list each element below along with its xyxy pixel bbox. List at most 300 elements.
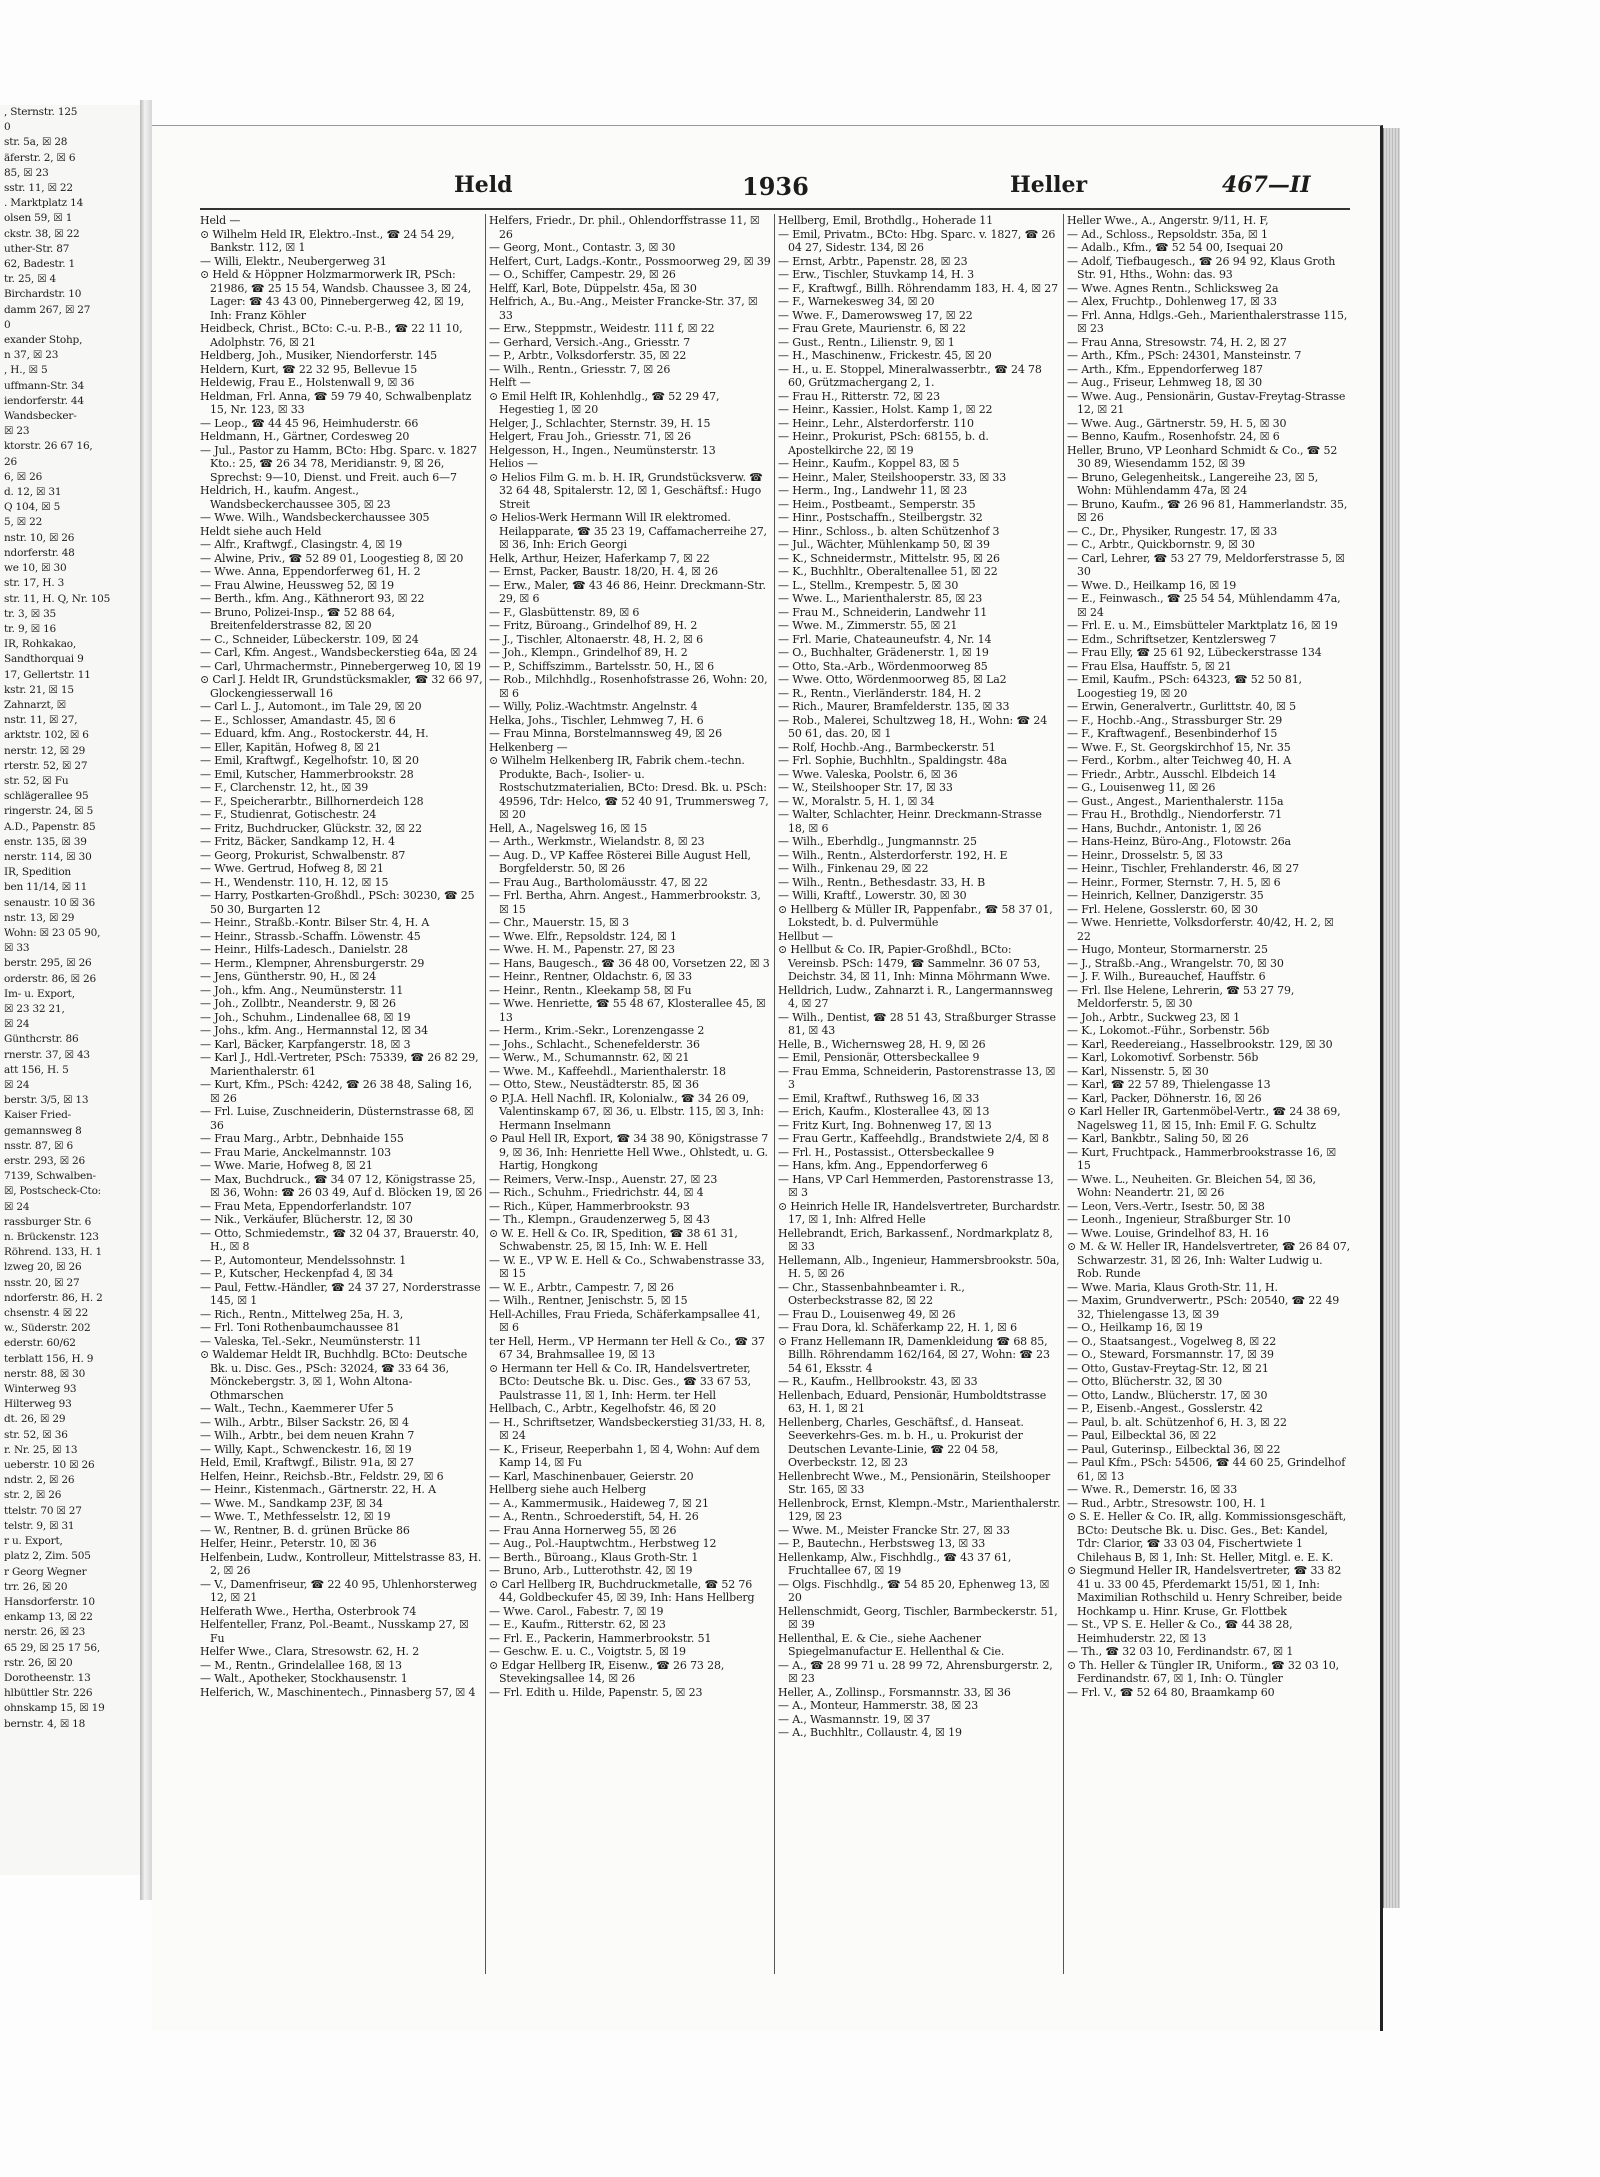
directory-entry: — Frl. Sophie, Buchhltn., Spaldingstr. 48a [778, 754, 1007, 767]
left-page-line: exander Stohp, [4, 334, 83, 347]
directory-entry: — Heinr., Rentner, Oldachstr. 6, ☒ 33 [489, 970, 692, 983]
directory-entry: — Aug., Friseur, Lehmweg 18, ☒ 30 [1067, 376, 1262, 389]
left-page-line: iendorferstr. 44 [4, 394, 84, 407]
directory-entry: — Erw., Tischler, Stuvkamp 14, H. 3 [778, 268, 974, 281]
directory-entry: — Wwe. Henriette, Volksdorferstr. 40/42, H. 2, ☒ 22 [1067, 916, 1334, 943]
directory-entry: — Hans, kfm. Ang., Eppendorferweg 6 [778, 1159, 988, 1172]
left-page-line: d. 12, ☒ 31 [4, 486, 62, 499]
directory-entry: — Alex, Fruchtp., Dohlenweg 17, ☒ 33 [1067, 295, 1277, 308]
left-page-line: 26 [4, 455, 17, 468]
directory-entry: — Frau Anna Hornerweg 55, ☒ 26 [489, 1523, 677, 1537]
directory-entry: ⊙ Heinrich Helle IR, Handelsvertreter, Burchardstr. 17, ☒ 1, Inh: Alfred Helle [778, 1199, 1061, 1226]
directory-entry: — Arth., Kfm., PSch: 24301, Mansteinstr. 7 [1067, 349, 1302, 362]
directory-entry: — Carl, Uhrmachermstr., Pinnebergerweg 10, ☒ 19 [200, 659, 481, 673]
directory-entry: — Frau Meta, Eppendorferlandstr. 107 [200, 1199, 412, 1213]
left-page-line: schlägerallee 95 [4, 790, 89, 803]
directory-entry: — R., Kaufm., Hellbrookstr. 43, ☒ 33 [778, 1375, 978, 1388]
directory-entry: — Wilh., Rentn., Griesstr. 7, ☒ 26 [489, 362, 671, 376]
directory-entry: — Rud., Arbtr., Stresowstr. 100, H. 1 [1067, 1496, 1267, 1510]
directory-entry: Heller, A., Zollinsp., Forsmannstr. 33, ☒ 36 [778, 1685, 1011, 1699]
directory-entry: — P., Eisenb.-Angest., Gosslerstr. 42 [1067, 1402, 1263, 1415]
left-page-line: IR, Spedition [4, 866, 71, 879]
directory-entry: — Aug. D., VP Kaffee Rösterei Bille August Hell, Borgfelderstr. 50, ☒ 26 [489, 848, 751, 875]
left-page-line: nerstr. 12, ☒ 29 [4, 744, 86, 757]
header-page-number: 467—II [1222, 172, 1311, 198]
directory-entry: — Heinr., Rentn., Kleekamp 58, ☒ Fu [489, 983, 692, 997]
left-page-line: 7139, Schwalben- [4, 1170, 96, 1183]
directory-entry: — W., Steilshooper Str. 17, ☒ 33 [778, 781, 953, 794]
directory-entry: — C., Schneider, Lübeckerstr. 109, ☒ 24 [200, 632, 419, 646]
page-header [152, 166, 1380, 206]
directory-entry: — Frl. Bertha, Ahrn. Angest., Hammerbrookstr. 3, ☒ 15 [489, 889, 761, 916]
directory-entry: — O., Steward, Forsmannstr. 17, ☒ 39 [1067, 1348, 1274, 1361]
column-1 [200, 214, 483, 1974]
left-page-line: hlbüttler Str. 226 [4, 1687, 93, 1700]
directory-entry: — Ferd., Korbm., alter Teichweg 40, H. A [1067, 754, 1292, 767]
left-page-line: ederstr. 60/62 [4, 1337, 76, 1350]
directory-entry: — Frau Emma, Schneiderin, Pastorenstrasse 13, ☒ 3 [778, 1064, 1056, 1091]
directory-entry: — P., Automonteur, Mendelssohnstr. 1 [200, 1253, 407, 1267]
directory-entry: ⊙ Wilhelm Helkenberg IR, Fabrik chem.-techn. Produkte, Bach-, Isolier- u. Rostschutzmaterialien, BCto: Dresd. Bk. u. PSch: 49596, Tdr: Helco, ☎ 52 40 91, Trummersweg 7, ☒ 20 [489, 754, 769, 821]
directory-entry: — W., Rentner, B. d. grünen Brücke 86 [200, 1523, 410, 1537]
directory-entry: — Joh., kfm. Ang., Neumünsterstr. 11 [200, 983, 404, 997]
directory-entry: — W., Moralstr. 5, H. 1, ☒ 34 [778, 794, 935, 808]
left-page-line: nerstr. 26, ☒ 23 [4, 1626, 86, 1639]
directory-entry: — V., Damenfriseur, ☎ 22 40 95, Uhlenhorsterweg 12, ☒ 21 [200, 1577, 477, 1604]
left-page-line: str. 5a, ☒ 28 [4, 136, 68, 149]
directory-entry: — Fritz Kurt, Ing. Bohnenweg 17, ☒ 13 [778, 1118, 992, 1132]
left-page-line: r u. Export, [4, 1535, 63, 1548]
directory-entry: — Nik., Verkäufer, Blücherstr. 12, ☒ 30 [200, 1213, 413, 1226]
left-page-line: ueberstr. 10 ☒ 26 [4, 1459, 95, 1472]
directory-entry: — Wwe. Maria, Klaus Groth-Str. 11, H. [1067, 1280, 1278, 1294]
directory-entry: — Frau Minna, Borstelmannsweg 49, ☒ 26 [489, 727, 722, 740]
directory-entry: — F., Glasbüttenstr. 89, ☒ 6 [489, 605, 640, 619]
directory-entry: — Herm., Krim.-Sekr., Lorenzengasse 2 [489, 1024, 705, 1037]
directory-entry: — Wwe. H. M., Papenstr. 27, ☒ 23 [489, 943, 675, 956]
left-page-line: berstr. 3/5, ☒ 13 [4, 1094, 89, 1107]
directory-entry: — Heinr., Former, Sternstr. 7, H. 5, ☒ 6 [1067, 875, 1281, 889]
directory-entry: Helfenteller, Franz, Pol.-Beamt., Nusskamp 27, ☒ Fu [200, 1618, 469, 1645]
directory-entry: — Wwe. M., Sandkamp 23F, ☒ 34 [200, 1496, 383, 1510]
directory-entry: — Harry, Postkarten-Großhdl., PSch: 30230, ☎ 25 50 30, Burgarten 12 [200, 889, 475, 916]
directory-entry: Helger, J., Schlachter, Sternstr. 39, H. 15 [489, 416, 711, 430]
directory-entry: — Hinr., Postschaffn., Steilbergstr. 32 [778, 511, 983, 524]
directory-entry: — A., Wasmannstr. 19, ☒ 37 [778, 1712, 931, 1726]
directory-entry: Hellebrandt, Erich, Barkassenf., Nordmarkplatz 8, ☒ 33 [778, 1226, 1053, 1253]
directory-entry: Hellenkamp, Alw., Fischhdlg., ☎ 43 37 61, Fruchtallee 67, ☒ 19 [778, 1550, 1012, 1577]
directory-entry: Helfer Wwe., Clara, Stresowstr. 62, H. 2 [200, 1645, 420, 1658]
directory-entry: — W. E., VP W. E. Hell & Co., Schwabenstrasse 33, ☒ 15 [489, 1253, 765, 1280]
directory-entry: Hell-Achilles, Frau Frieda, Schäferkampsallee 41, ☒ 6 [489, 1307, 761, 1334]
directory-entry: Hellenbach, Eduard, Pensionär, Humboldtstrasse 63, H. 1, ☒ 21 [778, 1388, 1047, 1415]
directory-entry: — Willy, Poliz.-Wachtmstr. Angelnstr. 4 [489, 700, 698, 713]
left-page-line: 17, Gellertstr. 11 [4, 668, 91, 681]
left-page-line: orderstr. 86, ☒ 26 [4, 972, 96, 985]
directory-entry: — Herm., Ing., Landwehr 11, ☒ 23 [778, 484, 968, 497]
directory-page [152, 125, 1383, 2031]
directory-entry: Helfer, Heinr., Peterstr. 10, ☒ 36 [200, 1537, 377, 1550]
directory-entry: — Frl. Toni Rothenbaumchaussee 81 [200, 1321, 400, 1334]
directory-entry: — Th., ☎ 32 03 10, Ferdinandstr. 67, ☒ 1 [1067, 1645, 1294, 1658]
directory-entry: — Hinr., Schloss., b. alten Schützenhof 3 [778, 524, 1000, 538]
left-page-line: Kaiser Fried- [4, 1109, 71, 1122]
directory-entry: — Paul Kfm., PSch: 54506, ☎ 44 60 25, Grindelhof 61, ☒ 13 [1067, 1456, 1346, 1483]
directory-entry: — Th., Klempn., Graudenzerweg 5, ☒ 43 [489, 1213, 710, 1226]
directory-entry: — Rich., Schuhm., Friedrichstr. 44, ☒ 4 [489, 1186, 704, 1199]
directory-entry: — Alfr., Kraftwgf., Clasingstr. 4, ☒ 19 [200, 538, 403, 551]
directory-entry: — Emil, Privatm., BCto: Hbg. Sparc. v. 1827, ☎ 26 04 27, Sidestr. 134, ☒ 26 [778, 227, 1056, 254]
directory-entry: — C., Arbtr., Quickbornstr. 9, ☒ 30 [1067, 538, 1255, 551]
directory-entry: — Karl, Packer, Döhnerstr. 16, ☒ 26 [1067, 1091, 1262, 1105]
directory-entry: — Maxim, Grundverwertr., PSch: 20540, ☎ 22 49 32, Thielengasse 13, ☒ 39 [1067, 1294, 1340, 1321]
directory-entry: — Aug., Pol.-Hauptwchtm., Herbstweg 12 [489, 1537, 717, 1550]
directory-entry: — Eduard, kfm. Ang., Rostockerstr. 44, H. [200, 727, 429, 740]
directory-entry: — Frau Marie, Anckelmannstr. 103 [200, 1145, 391, 1159]
directory-entry: — Wwe. Valeska, Poolstr. 6, ☒ 36 [778, 767, 958, 781]
directory-entry: ⊙ Franz Hellemann IR, Damenkleidung ☎ 68 85, Billh. Röhrendamm 162/164, ☒ 27, Wohn: ☎ 23 54 61, Eksstr. 4 [778, 1334, 1050, 1375]
directory-entry: — Carl, Kfm. Angest., Wandsbeckerstieg 64a, ☒ 24 [200, 646, 478, 659]
directory-entry: — Berth., Büroang., Klaus Groth-Str. 1 [489, 1550, 699, 1564]
directory-entry: — Emil, Pensionär, Ottersbeckallee 9 [778, 1051, 980, 1064]
directory-entry: — H., Maschinenw., Frickestr. 45, ☒ 20 [778, 349, 992, 362]
directory-entry: — Rich., Küper, Hammerbrookstr. 93 [489, 1199, 690, 1213]
directory-entry: — Adalb., Kfm., ☎ 52 54 00, Isequai 20 [1067, 241, 1283, 254]
left-page-line: ☒, Postscheck-Cto: [4, 1185, 102, 1198]
directory-entry: — H., Wendenstr. 110, H. 12, ☒ 15 [200, 875, 389, 889]
directory-entry: — Erw., Maler, ☎ 43 46 86, Heinr. Dreckmann-Str. 29, ☒ 6 [489, 578, 766, 605]
directory-entry: Hellenschmidt, Georg, Tischler, Barmbeckerstr. 51, ☒ 39 [778, 1604, 1058, 1631]
directory-entry: — Geschw. E. u. C., Voigtstr. 5, ☒ 19 [489, 1645, 686, 1658]
directory-entry: — F., Studienrat, Gotischestr. 24 [200, 808, 377, 821]
directory-entry: Heldt siehe auch Held [200, 524, 322, 538]
header-year: 1936 [742, 172, 809, 201]
left-page-line: lzweg 20, ☒ 26 [4, 1261, 82, 1274]
directory-entry: — Joh., Zollbtr., Neanderstr. 9, ☒ 26 [200, 997, 396, 1010]
directory-entry: — Wwe. Elfr., Repsoldstr. 124, ☒ 1 [489, 929, 677, 943]
directory-entry: Helkenberg — [489, 740, 568, 754]
left-page-line: Sandthorquai 9 [4, 653, 84, 666]
directory-entry: — Valeska, Tel.-Sekr., Neumünsterstr. 11 [200, 1334, 422, 1348]
directory-entry: — Heinr., Strassb.-Schaffn. Löwenstr. 45 [200, 929, 421, 943]
directory-entry: Held — [200, 214, 241, 227]
directory-entry: — Otto, Blücherstr. 32, ☒ 30 [1067, 1375, 1222, 1388]
left-page-line: A.D., Papenstr. 85 [4, 820, 96, 833]
directory-entry: — Otto, Schmiedemstr., ☎ 32 04 37, Brauerstr. 40, H., ☒ 8 [200, 1226, 479, 1253]
left-page-line: 0 [4, 121, 11, 134]
directory-entry: — Rob., Milchhdlg., Rosenhofstrasse 26, Wohn: 20, ☒ 6 [489, 673, 768, 700]
directory-entry: ⊙ Helios-Werk Hermann Will IR elektromed. Heilapparate, ☎ 35 23 19, Caffamacherreihe 27, ☒ 36, Inh: Erich Georgi [489, 511, 767, 551]
directory-entry: — E., Schlosser, Amandastr. 45, ☒ 6 [200, 713, 396, 727]
directory-entry: Helfrich, A., Bu.-Ang., Meister Francke-Str. 37, ☒ 33 [489, 295, 758, 322]
directory-entry: — Frau Gertr., Kaffeehdlg., Brandstwiete 2/4, ☒ 8 [778, 1132, 1049, 1145]
directory-entry: — Frl. V., ☎ 52 64 80, Braamkamp 60 [1067, 1685, 1275, 1699]
left-page-line: senaustr. 10 ☒ 36 [4, 896, 95, 909]
directory-entry: — Wilh., Arbtr., Bilser Sackstr. 26, ☒ 4 [200, 1415, 409, 1429]
directory-entry: ⊙ Paul Hell IR, Export, ☎ 34 38 90, Königstrasse 7 9, ☒ 36, Inh: Henriette Hell Wwe., Ohlstedt, u. G. Hartig, Hongkong [489, 1132, 769, 1172]
directory-entry: — Wwe. Aug., Gärtnerstr. 59, H. 5, ☒ 30 [1067, 416, 1287, 430]
directory-entry: — Bruno, Kaufm., ☎ 26 96 81, Hammerlandstr. 35, ☒ 26 [1067, 497, 1348, 524]
directory-entry: — Heinrich, Kellner, Danzigerstr. 35 [1067, 889, 1264, 902]
left-page-line: , H., ☒ 5 [4, 364, 48, 377]
directory-entry: Helfers, Friedr., Dr. phil., Ohlendorffstrasse 11, ☒ 26 [489, 214, 760, 241]
directory-entry: — J. F. Wilh., Bureauchef, Hauffstr. 6 [1067, 970, 1266, 983]
directory-entry: — Frau Alwine, Heussweg 52, ☒ 19 [200, 578, 394, 592]
directory-entry: Heldmann, H., Gärtner, Cordesweg 20 [200, 430, 410, 443]
directory-entry: — Karl J., Hdl.-Vertreter, PSch: 75339, ☎ 26 82 29, Marienthalerstr. 61 [200, 1051, 479, 1078]
directory-entry: — Wilh., Arbtr., bei dem neuen Krahn 7 [200, 1429, 415, 1442]
directory-entry: — Frl. Anna, Hdlgs.-Geh., Marienthalerstrasse 115, ☒ 23 [1067, 308, 1348, 335]
directory-entry: — Heinr., Tischler, Frehlanderstr. 46, ☒ 27 [1067, 862, 1300, 875]
directory-entry: — Frau M., Schneiderin, Landwehr 11 [778, 605, 988, 619]
directory-entry: — O., Schiffer, Campestr. 29, ☒ 26 [489, 268, 676, 281]
left-page-line: ☒ 33 [4, 942, 30, 955]
directory-entry: — Otto, Sta.-Arb., Wördenmoorweg 85 [778, 659, 988, 673]
left-page-line: gemannsweg 8 [4, 1124, 82, 1137]
header-left-keyword: Held [454, 172, 513, 198]
directory-entry: Hellenbrecht Wwe., M., Pensionärin, Steilshooper Str. 165, ☒ 33 [778, 1469, 1051, 1496]
directory-entry: ⊙ Th. Heller & Tüngler IR, Uniform., ☎ 32 03 10, Ferdinandstr. 67, ☒ 1, Inh: O. Tüngler [1067, 1658, 1339, 1685]
header-rule [200, 208, 1350, 210]
directory-entry: — R., Rentn., Vierländerstr. 184, H. 2 [778, 686, 982, 700]
directory-entry: — Wwe. M., Zimmerstr. 55, ☒ 21 [778, 619, 958, 632]
directory-entry: — Frau Aug., Bartholomäusstr. 47, ☒ 22 [489, 875, 708, 889]
directory-entry: Hellbach, C., Arbtr., Kegelhofstr. 46, ☒ 20 [489, 1402, 716, 1415]
directory-entry: — Herm., Klempner, Ahrensburgerstr. 29 [200, 956, 425, 970]
directory-entry: Helft — [489, 376, 531, 389]
directory-entry: — Ernst, Packer, Baustr. 18/20, H. 4, ☒ 26 [489, 565, 718, 578]
directory-entry: ⊙ W. E. Hell & Co. IR, Spedition, ☎ 38 61 31, Schwabenstr. 25, ☒ 15, Inh: W. E. Hell [489, 1226, 738, 1253]
directory-entry: — Rich., Maurer, Bramfelderstr. 135, ☒ 33 [778, 700, 1010, 713]
directory-entry: ⊙ Wilhelm Held IR, Elektro.-Inst., ☎ 24 54 29, Bankstr. 112, ☒ 1 [200, 227, 455, 254]
directory-entry: Helk, Arthur, Heizer, Haferkamp 7, ☒ 22 [489, 551, 710, 565]
left-page-line: dt. 26, ☒ 29 [4, 1413, 66, 1426]
left-page-line: ndorferstr. 86, H. 2 [4, 1291, 103, 1304]
directory-entry: — Wwe. R., Demerstr. 16, ☒ 33 [1067, 1483, 1238, 1496]
left-page-line: tr. 3, ☒ 35 [4, 607, 57, 620]
directory-entry: — Frl. Helene, Gosslerstr. 60, ☒ 30 [1067, 902, 1258, 916]
directory-entry: — P., Bautechn., Herbstsweg 13, ☒ 33 [778, 1537, 986, 1550]
directory-entry: — K., Schneidermstr., Mittelstr. 95, ☒ 26 [778, 551, 1000, 565]
directory-entry: — Karl, Reedereiang., Hasselbrookstr. 129, ☒ 30 [1067, 1037, 1333, 1051]
left-page-line: ☒ 23 32 21, [4, 1002, 65, 1015]
directory-entry: — Paul, b. alt. Schützenhof 6, H. 3, ☒ 22 [1067, 1415, 1287, 1429]
directory-entry: — Wilh., Finkenau 29, ☒ 22 [778, 862, 929, 875]
directory-entry: — M., Rentn., Grindelallee 168, ☒ 13 [200, 1658, 402, 1672]
left-page-line: ben 11/14, ☒ 11 [4, 881, 88, 894]
left-page-line: enkamp 13, ☒ 22 [4, 1611, 93, 1624]
left-page-line: uther-Str. 87 [4, 242, 70, 255]
directory-entry: — Walter, Schlachter, Heinr. Dreckmann-Strasse 18, ☒ 6 [778, 808, 1042, 835]
directory-entry: — Kurt, Fruchtpack., Hammerbrookstrasse 16, ☒ 15 [1067, 1145, 1337, 1172]
directory-entry: — Jens, Güntherstr. 90, H., ☒ 24 [200, 970, 377, 983]
directory-entry: — Paul, Guterinsp., Eilbecktal 36, ☒ 22 [1067, 1442, 1281, 1456]
directory-entry: ter Hell, Herm., VP Hermann ter Hell & Co., ☎ 37 67 34, Brahmsallee 19, ☒ 13 [489, 1334, 765, 1361]
left-page-line: r Georg Wegner [4, 1565, 87, 1578]
directory-entry: — Wilh., Eberhdlg., Jungmannstr. 25 [778, 835, 977, 848]
directory-entry: — F., Clarchenstr. 12, ht., ☒ 39 [200, 781, 369, 794]
directory-entry: — Karl, Nissenstr. 5, ☒ 30 [1067, 1064, 1209, 1078]
directory-entry: — Joh., Arbtr., Suckweg 23, ☒ 1 [1067, 1010, 1240, 1024]
directory-entry: — Wilh., Rentner, Jenischstr. 5, ☒ 15 [489, 1294, 688, 1307]
directory-entry: — Rich., Rentn., Mittelweg 25a, H. 3, [200, 1307, 404, 1321]
directory-entry: Helferath Wwe., Hertha, Osterbrook 74 [200, 1604, 417, 1618]
directory-entry: — Heinr., Lehr., Alsterdorferstr. 110 [778, 416, 974, 430]
directory-entry: — Benno, Kaufm., Rosenhofstr. 24, ☒ 6 [1067, 430, 1280, 443]
directory-entry: — C., Dr., Physiker, Rungestr. 17, ☒ 33 [1067, 524, 1278, 538]
directory-entry: Hellemann, Alb., Ingenieur, Hammersbrookstr. 50a, H. 5, ☒ 26 [778, 1253, 1060, 1280]
column-divider [774, 214, 775, 1974]
directory-entry: — Wwe. Aug., Pensionärin, Gustav-Freytag-Strasse 12, ☒ 21 [1067, 389, 1346, 416]
left-page-line: Röhrend. 133, H. 1 [4, 1246, 103, 1259]
directory-entry: ⊙ S. E. Heller & Co. IR, allg. Kommissionsgeschäft, BCto: Deutsche Bk. u. Disc. Ges., Bet: Kandel, Tdr: Clarior, ☎ 33 03 04, Fischertwiete 1 Chilehaus B, ☒ 1, Inh: St. Heller, Mitgl. e. E. K. [1067, 1510, 1347, 1564]
directory-entry: — Joh., Klempn., Grindelhof 89, H. 2 [489, 646, 688, 659]
directory-entry: — F., Hochb.-Ang., Strassburger Str. 29 [1067, 713, 1283, 727]
directory-entry: — Kurt, Kfm., PSch: 4242, ☎ 26 38 48, Saling 16, ☒ 26 [200, 1078, 473, 1105]
directory-entry: — A., ☎ 28 99 71 u. 28 99 72, Ahrensburgerstr. 2, ☒ 23 [778, 1658, 1053, 1685]
directory-entry: — Otto, Gustav-Freytag-Str. 12, ☒ 21 [1067, 1361, 1269, 1375]
left-page-line: str. 17, H. 3 [4, 577, 65, 590]
directory-entry: Hellenbrock, Ernst, Klempn.-Mstr., Marienthalerstr. 129, ☒ 23 [778, 1496, 1061, 1523]
directory-entry: ⊙ Hermann ter Hell & Co. IR, Handelsvertreter, BCto: Deutsche Bk. u. Disc. Ges., ☎ 33 67 53, Paulstrasse 11, ☒ 1, Inh: Herm. ter Hell [489, 1361, 751, 1402]
directory-entry: — Frau Marg., Arbtr., Debnhaide 155 [200, 1132, 404, 1145]
directory-entry: ⊙ Carl Hellberg IR, Buchdruckmetalle, ☎ 52 76 44, Goldbeckufer 45, ☒ 39, Inh: Hans Hellberg [489, 1577, 755, 1604]
directory-entry: Held, Emil, Kraftwgf., Bilistr. 91a, ☒ 27 [200, 1456, 414, 1469]
directory-entry: ⊙ Hellberg & Müller IR, Pappenfabr., ☎ 58 37 01, Lokstedt, b. d. Pulvermühle [778, 902, 1053, 929]
directory-entry: — Heim., Postbeamt., Semperstr. 35 [778, 497, 976, 511]
left-page-line: ndstr. 2, ☒ 26 [4, 1474, 75, 1487]
directory-entry: — Wilh., Rentn., Bethesdastr. 33, H. B [778, 875, 986, 889]
directory-entry: — Fritz, Büroang., Grindelhof 89, H. 2 [489, 619, 698, 632]
left-page-line: rterstr. 52, ☒ 27 [4, 759, 88, 772]
directory-entry: — Paul, Eilbecktal 36, ☒ 22 [1067, 1429, 1217, 1442]
directory-entry: — Frl. Edith u. Hilde, Papenstr. 5, ☒ 23 [489, 1685, 703, 1699]
directory-entry: — Karl, Bäcker, Karpfangerstr. 18, ☒ 3 [200, 1037, 411, 1051]
left-page-line: Birchardstr. 10 [4, 288, 82, 301]
directory-entry: — Gust., Rentn., Lilienstr. 9, ☒ 1 [778, 335, 955, 349]
left-page-line: nsstr. 20, ☒ 27 [4, 1276, 80, 1289]
directory-entry: — Hans-Heinz, Büro-Ang., Flotowstr. 26a [1067, 835, 1291, 848]
directory-entry: ⊙ Karl Heller IR, Gartenmöbel-Vertr., ☎ 24 38 69, Nagelsweg 11, ☒ 15, Inh: Emil F. G. Schultz [1067, 1105, 1341, 1132]
left-page-line: ☒ 24 [4, 1200, 30, 1213]
left-page-line: ☒ 23 [4, 425, 30, 438]
left-page-line: äferstr. 2, ☒ 6 [4, 151, 76, 164]
directory-entry: — Joh., Schuhm., Lindenallee 68, ☒ 19 [200, 1010, 411, 1024]
left-page-line: Wohn: ☒ 23 05 90, [4, 926, 101, 939]
left-page-line: Zahnarzt, ☒ [4, 698, 66, 711]
directory-columns [200, 214, 1350, 1974]
directory-entry: — Ad., Schloss., Repsoldstr. 35a, ☒ 1 [1067, 227, 1268, 241]
directory-entry: ⊙ Siegmund Heller IR, Handelsvertreter, ☎ 33 82 41 u. 33 00 45, Pferdemarkt 15/51, ☒ 1, Inh: Maximilian Rothschild u. Henry Schreiber, beide Hochkamp u. Hinr. Kruse, Gr. Flottbek [1067, 1564, 1343, 1618]
left-page-line: enstr. 135, ☒ 39 [4, 835, 87, 848]
directory-entry: Heldrich, H., kaufm. Angest., Wandsbeckerchaussee 305, ☒ 23 [200, 484, 391, 511]
directory-entry: — Frl. Luise, Zuschneiderin, Düsternstrasse 68, ☒ 36 [200, 1105, 474, 1132]
directory-entry: — Hans, Baugesch., ☎ 36 48 00, Vorsetzen 22, ☒ 3 [489, 956, 770, 970]
left-page-line: ckstr. 38, ☒ 22 [4, 227, 80, 240]
directory-entry: Hell, A., Nagelsweg 16, ☒ 15 [489, 821, 648, 835]
directory-entry: — J., Tischler, Altonaerstr. 48, H. 2, ☒ 6 [489, 632, 704, 646]
directory-entry: — Leop., ☎ 44 45 96, Heimhuderstr. 66 [200, 416, 419, 430]
directory-entry: — Frau Grete, Maurienstr. 6, ☒ 22 [778, 322, 966, 335]
left-page-line: nstr. 11, ☒ 27, [4, 714, 78, 727]
directory-entry: Hellberg, Emil, Brothdlg., Hoherade 11 [778, 214, 994, 227]
left-page-line: rnerstr. 37, ☒ 43 [4, 1048, 90, 1061]
directory-entry: — Wwe. Gertrud, Hofweg 8, ☒ 21 [200, 862, 384, 875]
directory-entry: — Wwe. Agnes Rentn., Schlicksweg 2a [1067, 281, 1279, 295]
left-page-line: rstr. 26, ☒ 20 [4, 1656, 73, 1669]
directory-entry: — Wwe. Carol., Fabestr. 7, ☒ 19 [489, 1604, 664, 1618]
directory-entry: — Eller, Kapitän, Hofweg 8, ☒ 21 [200, 740, 381, 754]
directory-entry: — Emil, Kraftwgf., Kegelhofstr. 10, ☒ 20 [200, 754, 419, 767]
directory-entry: — Gust., Angest., Marienthalerstr. 115a [1067, 794, 1284, 808]
directory-entry: — Georg, Mont., Contastr. 3, ☒ 30 [489, 241, 676, 254]
directory-entry: — Frl. E., Packerin, Hammerbrookstr. 51 [489, 1631, 712, 1645]
left-page-line: n 37, ☒ 23 [4, 349, 59, 362]
directory-entry: Helfenbein, Ludw., Kontrolleur, Mittelstrasse 83, H. 2, ☒ 26 [200, 1550, 482, 1577]
directory-entry: — Wwe. Marie, Hofweg 8, ☒ 21 [200, 1159, 373, 1172]
left-page-line: 0 [4, 318, 11, 331]
directory-entry: — F., Warnekesweg 34, ☒ 20 [778, 295, 935, 308]
directory-entry: ⊙ P.J.A. Hell Nachfl. IR, Kolonialw., ☎ 34 26 09, Valentinskamp 67, ☒ 36, u. Elbstr. 115, ☒ 3, Inh: Hermann Inselmann [489, 1091, 764, 1132]
left-page-line: Günthcrstr. 86 [4, 1033, 79, 1046]
directory-entry: — Frau Dora, kl. Schäferkamp 22, H. 1, ☒ 6 [778, 1321, 1017, 1334]
left-page-line: Im- u. Export, [4, 987, 75, 1000]
directory-entry: Heller Wwe., A., Angerstr. 9/11, H. F, [1067, 214, 1269, 227]
directory-entry: Heidbeck, Christ., BCto: C.-u. P.-B., ☎ 22 11 10, Adolphstr. 76, ☒ 21 [200, 322, 463, 349]
directory-entry: — L., Stellm., Krempestr. 5, ☒ 30 [778, 578, 959, 592]
directory-entry: — Hans, VP Carl Hemmerden, Pastorenstrasse 13, ☒ 3 [778, 1172, 1054, 1199]
directory-entry: — Hugo, Monteur, Stormarnerstr. 25 [1067, 943, 1268, 956]
left-page-line: , Sternstr. 125 [4, 106, 78, 118]
directory-entry: — Erich, Kaufm., Klosterallee 43, ☒ 13 [778, 1105, 990, 1118]
directory-entry: — Bruno, Arb., Lutterothstr. 42, ☒ 19 [489, 1564, 693, 1577]
directory-entry: — Chr., Stassenbahnbeamter i. R., Osterbeckstrasse 82, ☒ 22 [778, 1280, 965, 1307]
directory-entry: — Wwe. Wilh., Wandsbeckerchaussee 305 [200, 511, 430, 524]
left-page-line: str. 2, ☒ 26 [4, 1489, 62, 1502]
left-page-line: uffmann-Str. 34 [4, 379, 85, 392]
directory-entry: — Carl, Lehrer, ☎ 53 27 79, Meldorferstrasse 5, ☒ 30 [1067, 551, 1345, 578]
directory-entry: ⊙ Helios Film G. m. b. H. IR, Grundstücksverw. ☎ 32 64 48, Spitalerstr. 12, ☒ 1, Geschäftsf.: Hugo Streit [489, 470, 763, 511]
directory-entry: — Johs., kfm. Ang., Hermannstal 12, ☒ 34 [200, 1024, 428, 1037]
directory-entry: — Frau Elsa, Hauffstr. 5, ☒ 21 [1067, 659, 1232, 673]
directory-entry: — Arth., Werkmstr., Wielandstr. 8, ☒ 23 [489, 835, 705, 848]
directory-entry: — Reimers, Verw.-Insp., Auenstr. 27, ☒ 23 [489, 1172, 718, 1186]
directory-entry: Heldewig, Frau E., Holstenwall 9, ☒ 36 [200, 376, 415, 389]
directory-entry: — J., Straßb.-Ang., Wrangelstr. 70, ☒ 30 [1067, 956, 1284, 970]
directory-entry: — Rolf, Hochb.-Ang., Barmbeckerstr. 51 [778, 740, 996, 754]
left-page-line: str. 11, H. Q, Nr. 105 [4, 592, 111, 605]
directory-entry: Helldrich, Ludw., Zahnarzt i. R., Langermannsweg 4, ☒ 27 [778, 983, 1053, 1010]
directory-entry: — Adolf, Tiefbaugesch., ☎ 26 94 92, Klaus Groth Str. 91, Hths., Wohn: das. 93 [1067, 254, 1336, 281]
directory-entry: — Gerhard, Versich.-Ang., Griesstr. 7 [489, 335, 691, 349]
directory-entry: — Wilh., Rentn., Alsterdorferstr. 192, H. E [778, 848, 1008, 862]
left-page-line: tr. 25, ☒ 4 [4, 273, 57, 286]
directory-entry: — H., u. E. Stoppel, Mineralwasserbtr., ☎ 24 78 60, Grützmachergang 2, 1. [778, 362, 1042, 389]
left-page-line: arktstr. 102, ☒ 6 [4, 729, 89, 742]
directory-entry: — Wwe. L., Neuheiten. Gr. Bleichen 54, ☒ 36, Wohn: Neandertr. 21, ☒ 26 [1067, 1172, 1316, 1199]
column-divider [485, 214, 486, 1974]
directory-entry: — Olgs. Fischhdlg., ☎ 54 85 20, Ephenweg 13, ☒ 20 [778, 1577, 1050, 1604]
directory-entry: — P., Arbtr., Volksdorferstr. 35, ☒ 22 [489, 349, 687, 362]
directory-entry: — O., Staatsangest., Vogelweg 8, ☒ 22 [1067, 1334, 1277, 1348]
directory-entry: — Max, Buchdruck., ☎ 34 07 12, Königstrasse 25, ☒ 36, Wohn: ☎ 26 03 49, Auf d. Blöcken 19, ☒ 26 [200, 1172, 483, 1199]
directory-entry: ⊙ Emil Helft IR, Kohlenhdlg., ☎ 52 29 47, Hegestieg 1, ☒ 20 [489, 389, 720, 416]
directory-entry: Helle, B., Wichernsweg 28, H. 9, ☒ 26 [778, 1037, 986, 1051]
left-page-line: 65 29, ☒ 25 17 56, [4, 1641, 100, 1654]
directory-entry: — Wwe. M., Kaffeehdl., Marienthalerstr. 18 [489, 1064, 726, 1078]
directory-entry: Hellbut — [778, 929, 833, 943]
directory-entry: — Jul., Pastor zu Hamm, BCto: Hbg. Sparc. v. 1827 Kto.: 25, ☎ 26 34 78, Meridianstr. 9, ☒ 26, Sprechst: 9—10, Dienst. und Freit. auch 6—7 [200, 443, 478, 484]
